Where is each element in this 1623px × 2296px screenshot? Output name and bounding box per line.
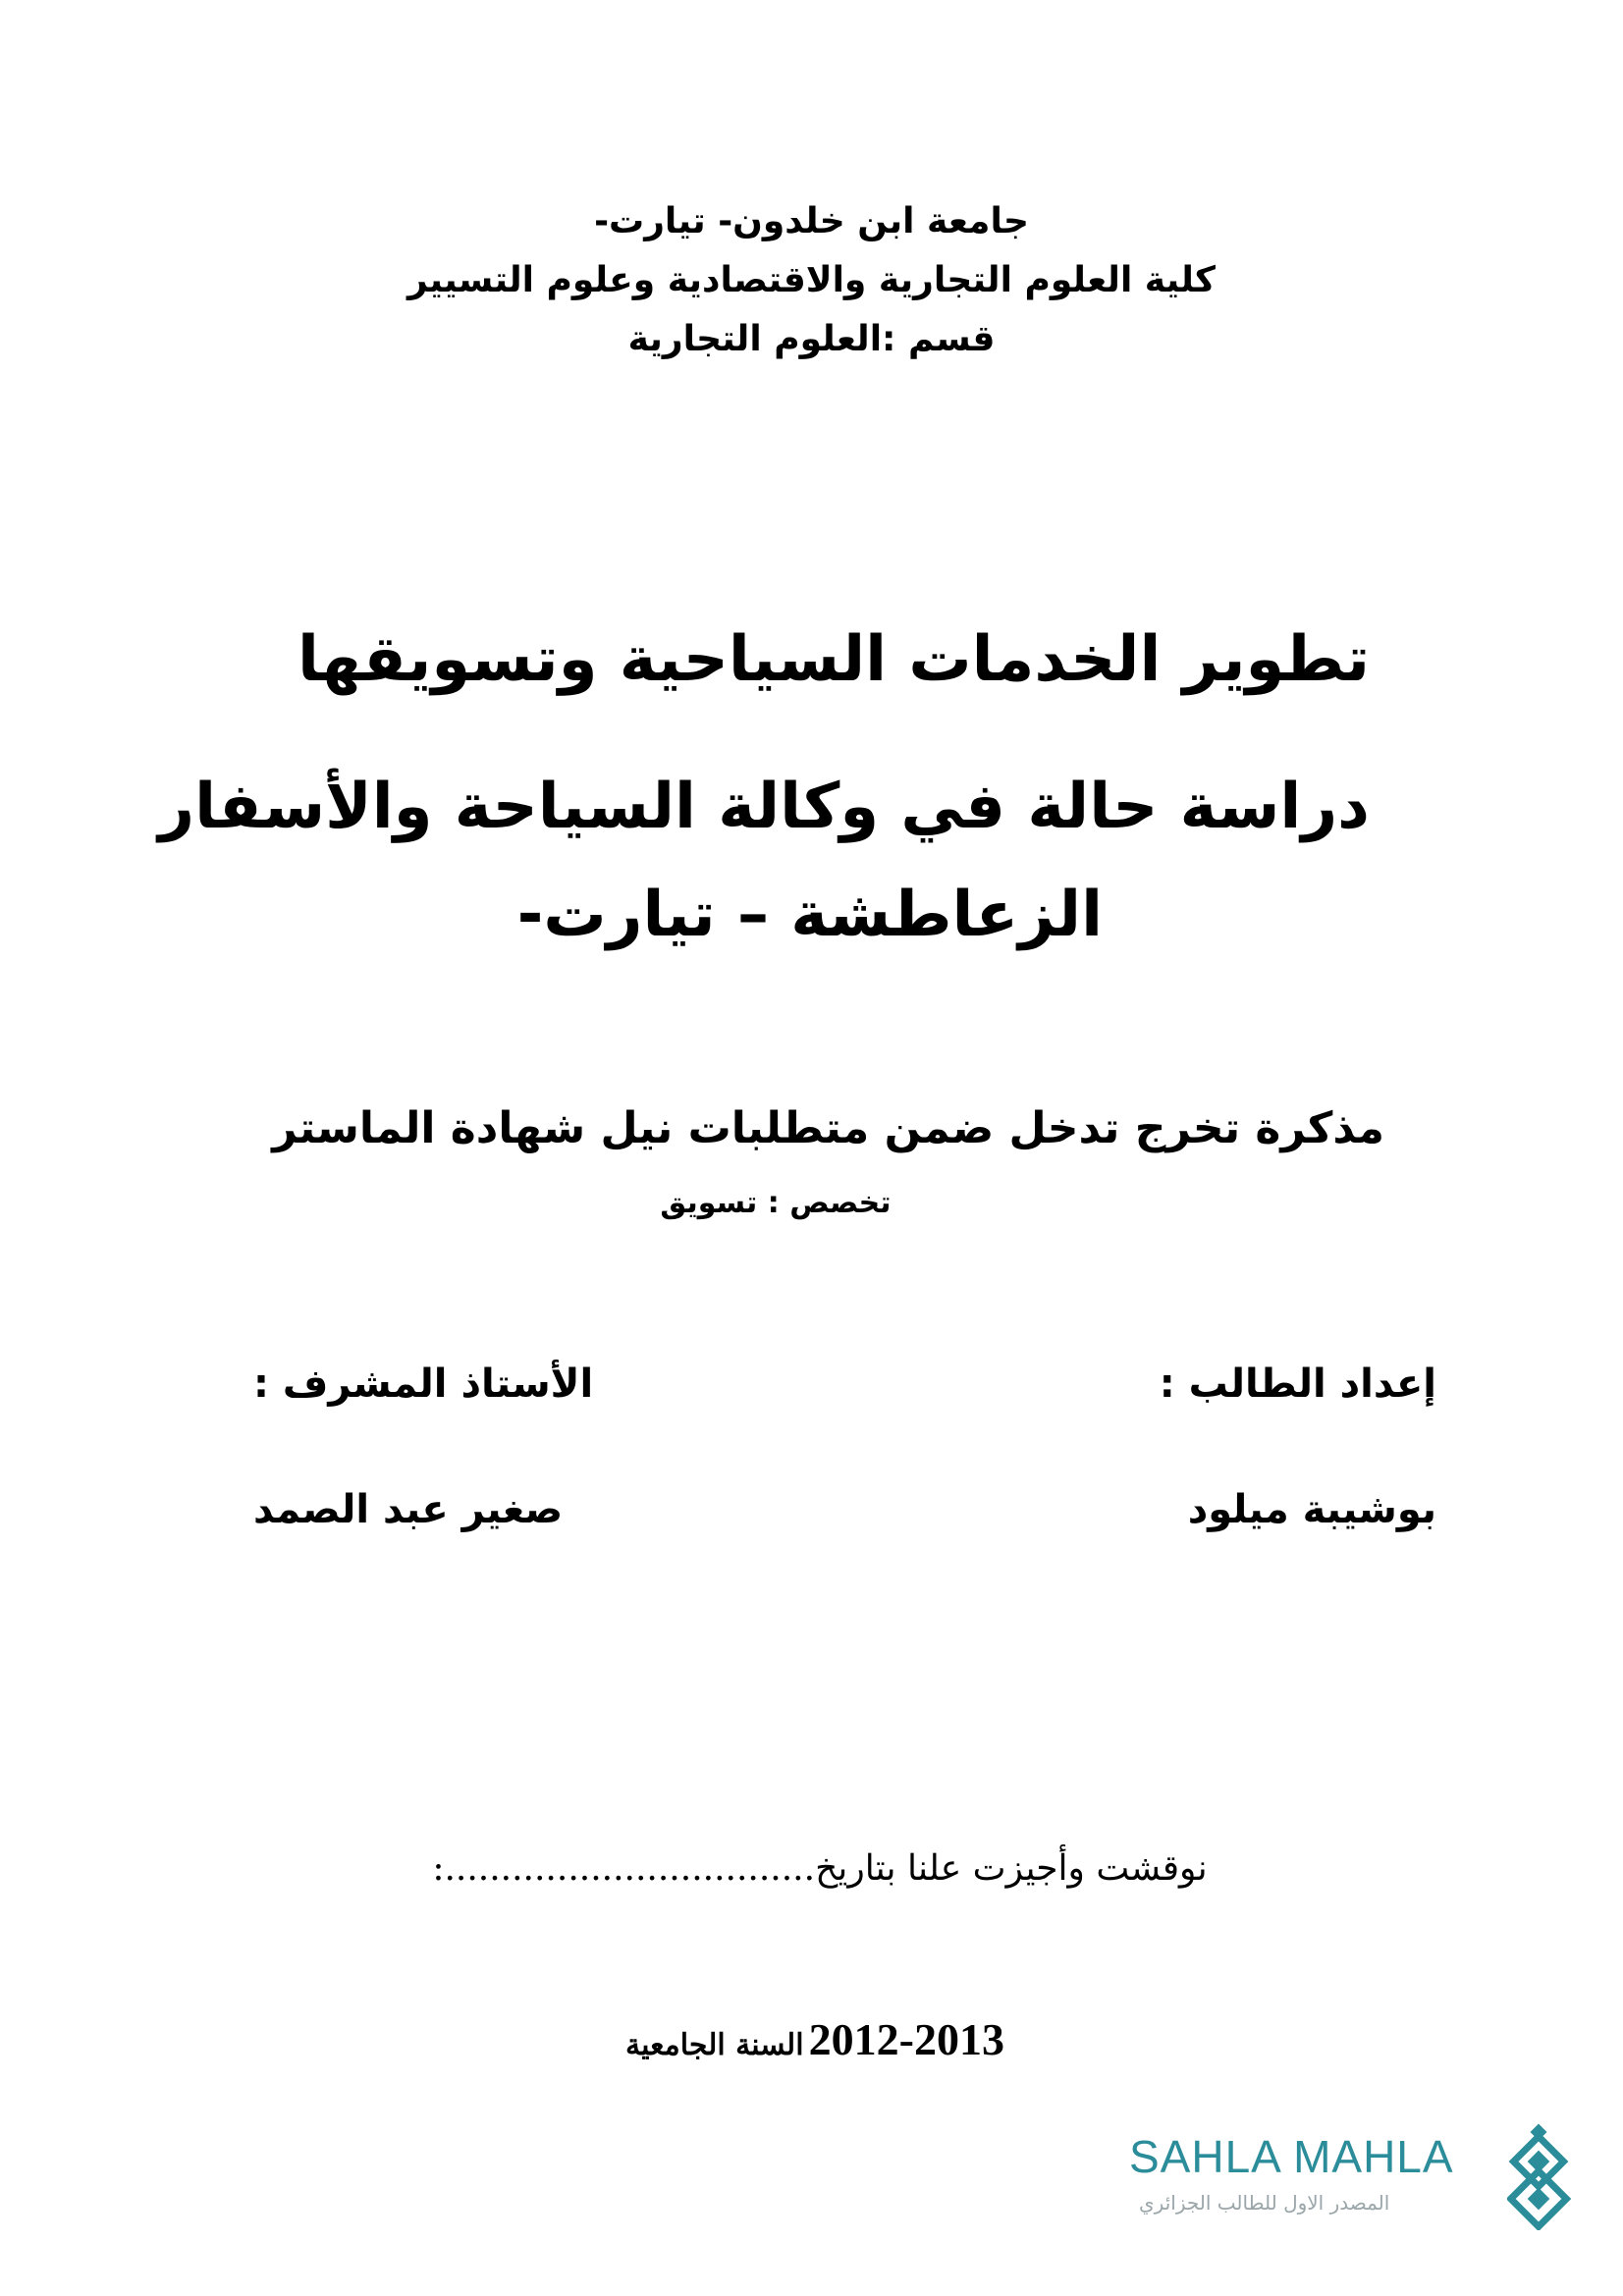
student-label: إعداد الطالب : (1159, 1362, 1436, 1407)
logo-mark-icon (1507, 2122, 1571, 2230)
logo-tagline: المصدر الاول للطالب الجزائري (1139, 2191, 1390, 2215)
academic-year (550, 2012, 1080, 2067)
academic-year-label: السنة الجامعية (625, 2028, 804, 2062)
supervisor-label: الأستاذ المشرف : (253, 1362, 594, 1407)
title-line-3: الزعاطشة – تيارت- (516, 879, 1103, 951)
thesis-subtitle: مذكرة تخرج تدخل ضمن متطلبات نيل شهادة الماستر (272, 1103, 1384, 1153)
supervisor-name: صغير عبد الصمد (253, 1487, 564, 1532)
discussion-date-line: نوقشت وأجيزت علنا بتاريخ.................................: (432, 1848, 1208, 1889)
thesis-specialty: تخصص : تسويق (660, 1186, 892, 1220)
academic-year-value: 2012-2013 (808, 2014, 1004, 2064)
sahla-mahla-logo (1129, 2130, 1571, 2248)
title-line-1: تطوير الخدمات السياحية وتسويقها (298, 623, 1370, 696)
department-name: قسم :العلوم التجارية (627, 319, 996, 359)
logo-name: SAHLA MAHLA (1129, 2131, 1454, 2182)
title-line-2: دراسة حالة في وكالة السياحة والأسفار (158, 771, 1370, 843)
faculty-name: كلية العلوم التجارية والاقتصادية وعلوم التسيير (407, 260, 1216, 300)
university-name: جامعة ابن خلدون- تيارت- (594, 201, 1029, 241)
student-name: بوشيبة ميلود (1187, 1487, 1436, 1532)
